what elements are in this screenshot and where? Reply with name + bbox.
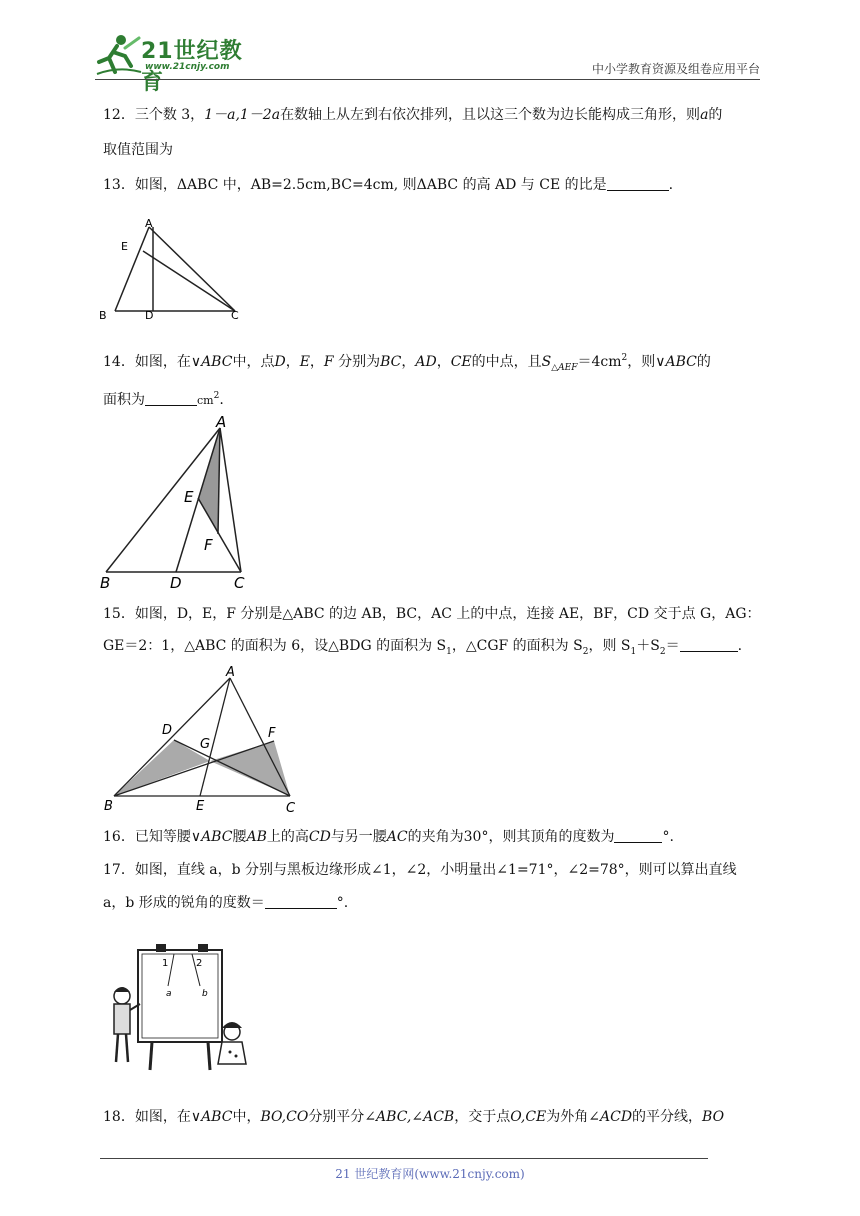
question-12-line2: 取值范围为 [103,142,173,158]
question-12: 12．三个数 3，1－a,1－2a在数轴上从左到右依次排列，且以这三个数为边长能构成三角形，则a的 [103,107,723,123]
answer-blank[interactable] [680,637,738,652]
vertex-B: B [104,799,113,814]
vertex-G: G [200,737,211,752]
question-13: 13．如图，ΔABC 中，AB=2.5cm,BC=4cm, 则ΔABC 的高 AD 与 CE 的比是 . [103,177,674,193]
figure-q14-triangle [96,412,256,592]
vertex-D: D [170,574,182,592]
answer-blank[interactable] [145,391,197,406]
question-15: 15．如图，D，E，F 分别是△ABC 的边 AB，BC，AC 上的中点，连接 AE，BF，CD 交于点 G，AG： [103,606,761,622]
boy-cartoon [114,987,140,1062]
vertex-A: A [145,217,153,230]
line-b-label: b [202,989,208,999]
question-17: 17．如图，直线 a，b 分别与黑板边缘形成∠1，∠2，小明量出∠1=71°，∠2=78°，则可以算出直线 [103,862,737,878]
question-16: 16．已知等腰∨ABC腰AB上的高CD与另一腰AC的夹角为30°，则其顶角的度数为 °. [103,829,674,845]
page-header [95,30,760,95]
logo-url: www.21cnjy.com [145,62,230,72]
header-tagline: 中小学教育资源及组卷应用平台 [591,62,760,76]
question-15-line2: GE＝2：1，△ABC 的面积为 6，设△BDG 的面积为 $S_1$，△CGF 的面积为 $S_2$，则 $S_1+S_2=$ . [103,638,743,657]
vertex-C: C [234,574,245,592]
figure-q15-triangle [100,664,305,814]
figure-q13-triangle [95,215,255,327]
vertex-D: D [162,723,173,738]
vertex-E: E [121,240,128,253]
figure-q17-blackboard [104,938,254,1078]
question-17-line2: a，b 形成的锐角的度数＝ °. [103,895,349,911]
header-divider [95,79,760,80]
vertex-F: F [204,536,213,554]
answer-blank[interactable] [265,894,337,909]
footer-divider [100,1158,708,1159]
vertex-C: C [286,801,296,814]
vertex-D: D [145,309,154,322]
page-footer[interactable]: 21 世纪教育网(www.21cnjy.com) [335,1167,525,1181]
answer-blank[interactable] [607,176,669,191]
vertex-E: E [184,488,194,506]
line-a-label: a [166,989,172,999]
vertex-B: B [99,309,107,322]
question-18: 18．如图，在∨ABC中，BO,CO分别平分∠ABC,∠ACB，交于点O,CE为外角∠ACD的平分线，BO [103,1109,725,1125]
answer-blank[interactable] [614,828,662,843]
vertex-E: E [196,799,205,814]
vertex-C: C [231,309,239,322]
angle-1-label: 1 [162,958,169,969]
vertex-A: A [216,413,227,431]
runner-logo-icon [95,32,143,76]
vertex-F: F [268,726,276,741]
question-14: 14．如图，在∨ABC中，点D，E，F 分别为BC，AD，CE的中点，且$S_{\triangle AEF}=4cm^2$，则∨ABC的 [103,353,711,373]
logo-text: 21世纪教育 [141,39,243,95]
site-logo [95,32,265,95]
question-14-line2: 面积为 $cm^2$. [103,391,224,408]
angle-2-label: 2 [196,958,203,969]
vertex-A: A [226,665,235,680]
vertex-B: B [100,574,111,592]
